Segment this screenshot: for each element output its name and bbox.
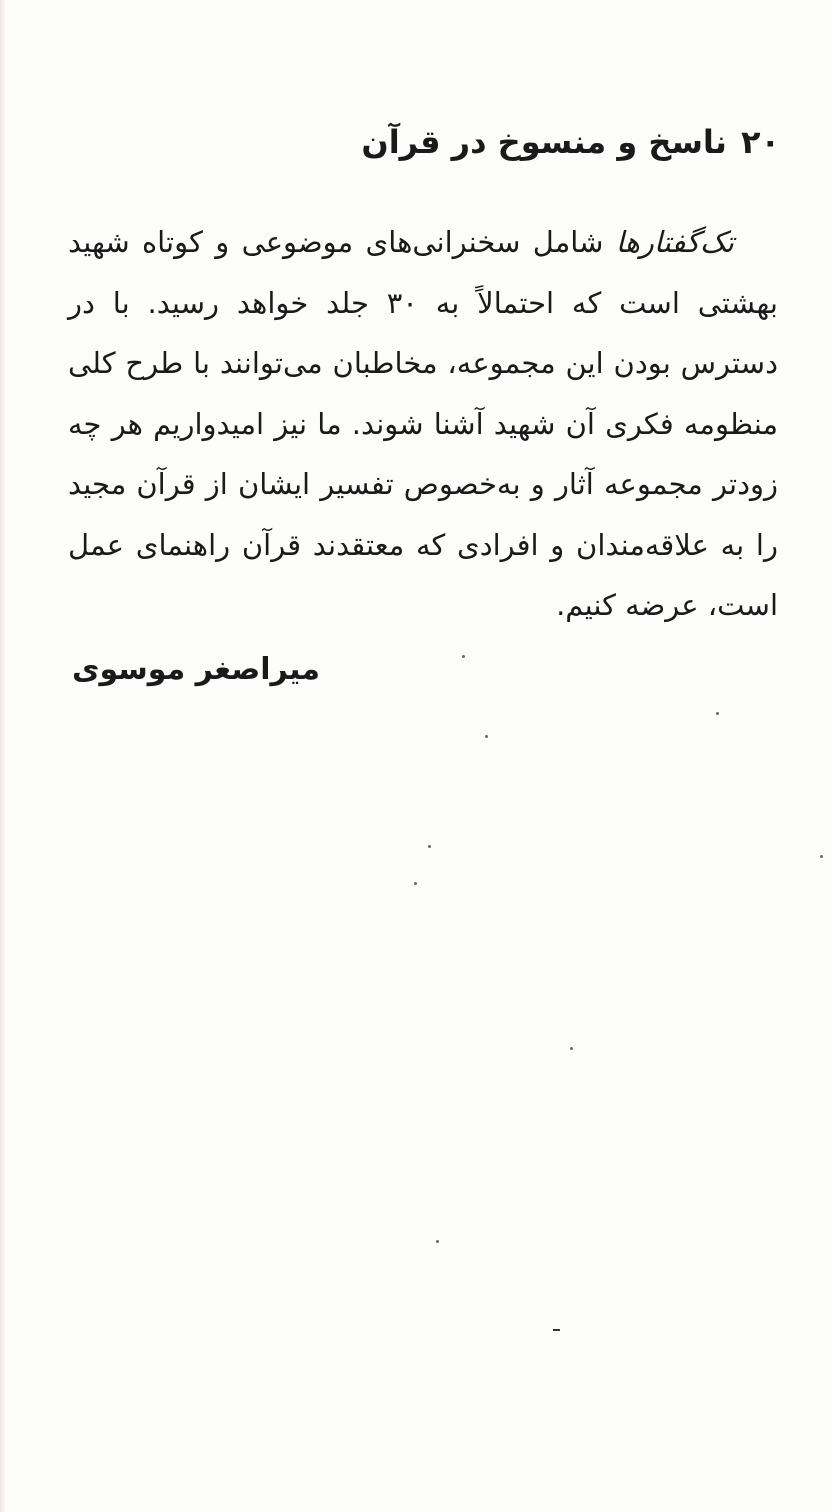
text-line: است، عرضه کنیم. xyxy=(556,588,778,622)
page-edge-shadow xyxy=(0,0,5,1512)
running-header xyxy=(361,112,780,172)
scan-mark xyxy=(553,1329,560,1331)
text-line: دسترس بودن این مجموعه، مخاطبان می‌توانند با طرح کلی xyxy=(68,346,778,380)
scan-speck xyxy=(436,1240,439,1243)
scan-speck xyxy=(570,1047,573,1050)
text-line: را به علاقه‌مندان و افرادی که معتقدند قرآن راهنمای عمل xyxy=(68,527,778,562)
scan-speck xyxy=(428,845,431,848)
body-paragraph xyxy=(68,212,778,636)
scan-speck xyxy=(716,712,719,715)
scan-speck xyxy=(414,882,417,885)
text-line: زودتر مجموعه آثار و به‌خصوص تفسیر ایشان از قرآن مجید xyxy=(68,467,778,501)
page-number: ۲۰ xyxy=(740,123,780,161)
text-line: بهشتی است که احتمالاً به ۳۰ جلد خواهد رسید. با در xyxy=(68,285,778,320)
scan-speck xyxy=(820,855,823,858)
scan-speck xyxy=(462,655,465,658)
text-line: تک‌گفتارها شامل سخنرانی‌های موضوعی و کوتاه شهید xyxy=(68,225,735,259)
scan-speck xyxy=(485,735,488,738)
text-line: منظومه فکری آن شهید آشنا شوند. ما نیز امیدواریم هر چه xyxy=(68,406,778,441)
author-signature: میراصغر موسوی xyxy=(72,652,320,687)
italic-term: تک‌گفتارها xyxy=(615,225,735,259)
running-title: ناسخ و منسوخ در قرآن xyxy=(361,123,727,161)
